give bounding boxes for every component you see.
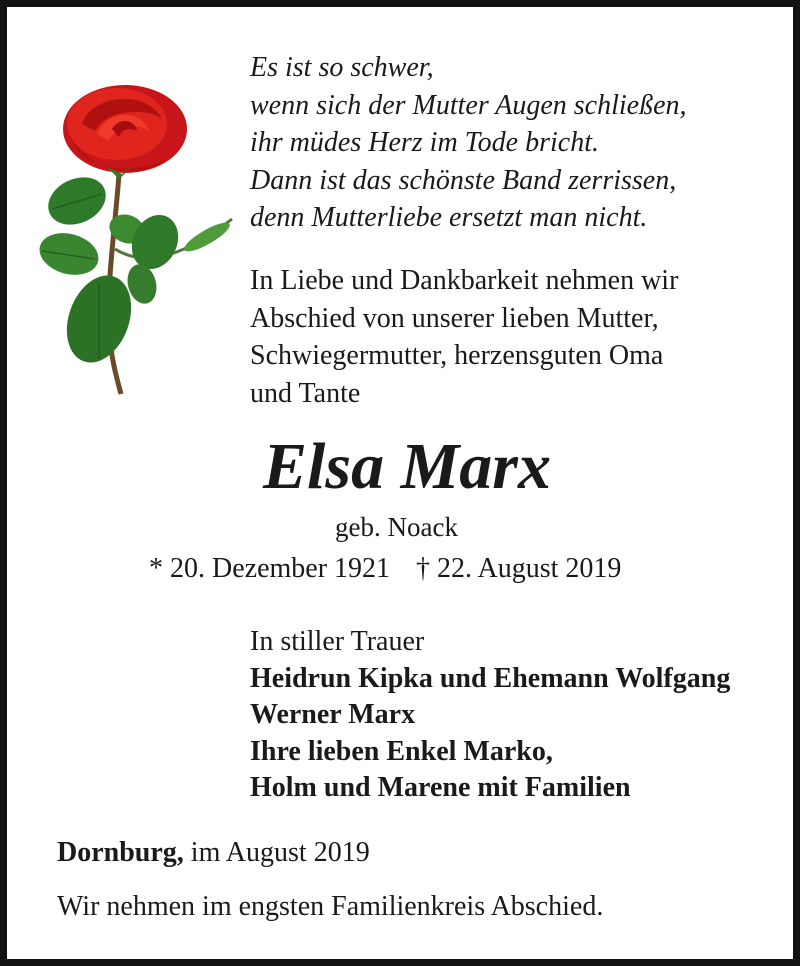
intro-line: Abschied von unserer lieben Mutter, <box>250 302 659 334</box>
birth-date: * 20. Dezember 1921 <box>149 553 391 584</box>
place-date <box>57 835 370 871</box>
life-dates <box>149 551 621 587</box>
place-month: im August 2019 <box>183 837 370 868</box>
poem-line: denn Mutterliebe ersetzt man nicht. <box>250 202 648 233</box>
mourners <box>250 624 730 807</box>
intro-line: und Tante <box>250 377 361 409</box>
intro-line: Schwiegermutter, herzensguten Oma <box>250 340 664 371</box>
maiden-name: geb. Noack <box>335 512 458 542</box>
mourner-line: Heidrun Kipka und Ehemann Wolfgang <box>250 662 731 694</box>
place-town: Dornburg, <box>57 837 184 868</box>
poem <box>250 49 687 237</box>
poem-line: Es ist so schwer, <box>250 52 434 83</box>
closing-note: Wir nehmen im engsten Familienkreis Abschied. <box>57 891 604 922</box>
intro-text <box>250 262 678 412</box>
deceased-name: Elsa Marx <box>263 430 551 503</box>
mourners-heading: In stiller Trauer <box>250 626 425 657</box>
mourner-line: Ihre lieben Enkel Marko, <box>250 735 553 767</box>
death-date: † 22. August 2019 <box>416 553 622 584</box>
poem-line: ihr müdes Herz im Tode bricht. <box>250 127 599 158</box>
poem-line: Dann ist das schönste Band zerrissen, <box>250 164 677 196</box>
intro-line: In Liebe und Dankbarkeit nehmen wir <box>250 265 679 296</box>
red-rose-icon <box>37 79 247 399</box>
poem-line: wenn sich der Mutter Augen schließen, <box>250 89 687 121</box>
mourner-line: Holm und Marene mit Familien <box>250 772 631 803</box>
mourner-line: Werner Marx <box>250 699 416 730</box>
